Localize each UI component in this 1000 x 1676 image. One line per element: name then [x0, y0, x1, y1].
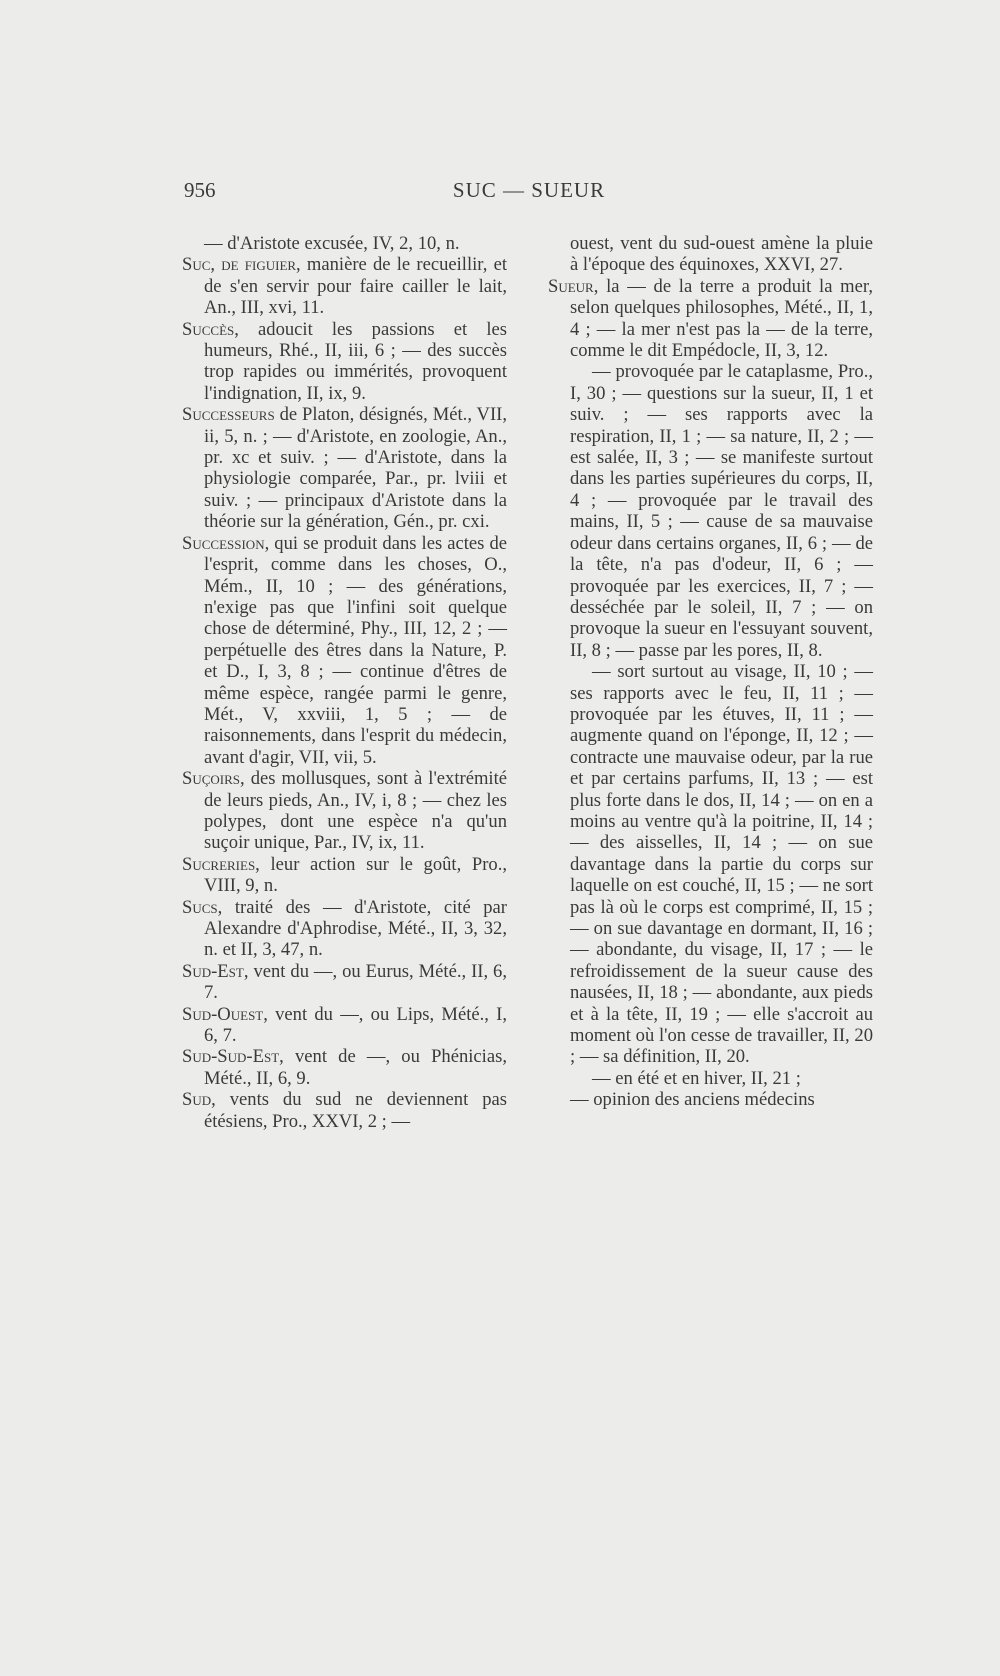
- index-entry: [182, 854, 507, 897]
- entry-text: — d'Aristote excusée, IV, 2, 10, n.: [204, 233, 460, 254]
- entry-text: — en été et en hiver, II, 21 ;: [592, 1067, 801, 1089]
- entry-text: manière de le recueillir, et de s'en servir pour faire cailler le lait, An., III, xvi, 11.: [204, 254, 507, 319]
- entry-headword: Sud-Est,: [182, 960, 249, 982]
- entry-headword: Sud-Sud-Est,: [182, 1046, 284, 1068]
- page-header: [184, 178, 874, 208]
- index-entry: [182, 1046, 507, 1089]
- index-entry: [548, 233, 873, 276]
- index-entry: [182, 404, 507, 532]
- entry-text: — provoquée par le cataplasme, Pro., I, 30 ; — questions sur la sueur, II, 1 et suiv. ; — ses rapports avec la respiration, II, 1 ; — sa nature, II, 2 ; — est salée, II, 3 ; — se manifeste surtout dans les parties supérieures du corps, II, 4 ; — provoquée par le travail des mains, II, 5 ; — cause de sa mauvaise odeur dans certains organes, II, 6 ; — de la tête, n'a pas d'odeur, II, 6 ; — provoquée par les exercices, II, 7 ; — desséchée par le soleil, II, 7 ; — on provoque la sueur en l'essuyant souvent, II, 8 ; — passe par les pores, II, 8.: [570, 361, 873, 661]
- index-entry: [548, 661, 873, 1068]
- index-entry: [182, 1089, 507, 1132]
- index-column-left: [182, 233, 507, 1132]
- entry-text: vents du sud ne deviennent pas étésiens, Pro., XXVI, 2 ; —: [204, 1089, 507, 1132]
- entry-text: vent du —, ou Eurus, Mété., II, 6, 7.: [204, 960, 507, 1004]
- running-title: SUC — SUEUR: [452, 178, 606, 202]
- index-entry: [182, 319, 507, 405]
- entry-headword: Suc, de figuier,: [182, 254, 301, 276]
- entry-headword: Successeurs: [182, 404, 275, 426]
- entry-text: qui se produit dans les actes de l'esprit, comme dans les choses, O., Mém., II, 10 ; — des générations, n'exige pas que l'infini soit quelque chose de déterminé, Phy., III, 12, 2 ; — perpétuelle des êtres dans la Nature, P. et D., I, 3, 8 ; — continue d'êtres de même espèce, rangée parmi le genre, Mét., V, xxviii, 1, 5 ; — de raisonnements, dans l'esprit du médecin, avant d'agir, VII, vii, 5.: [204, 532, 507, 768]
- entry-text: vent du —, ou Lips, Mété., I, 6, 7.: [204, 1003, 507, 1047]
- entry-text: — sort surtout au visage, II, 10 ; — ses rapports avec le feu, II, 11 ; — provoquée par les étuves, II, 11 ; — augmente quand on l'éponge, II, 12 ; — contracte une mauvaise odeur, par la rue et par certains parfums, II, 13 ; — est plus forte dans le dos, II, 14 ; — on en a moins au ventre qu'à la poitrine, II, 14 ; — des aisselles, II, 14 ; — on sue davantage dans la partie du corps sur laquelle on est couché, II, 15 ; — ne sort pas là où le corps est comprimé, II, 15 ; — on sue davantage en dormant, II, 16 ; — abondante, du visage, II, 17 ; — le refroidissement de la sueur cause des nausées, II, 18 ; — abondante, aux pieds et à la tête, II, 19 ; — elle s'accroit au moment où l'on cesse de travailler, II, 20 ; — sa définition, II, 20.: [570, 661, 873, 1068]
- index-entry: [548, 1068, 873, 1089]
- entry-text: vent de —, ou Phénicias, Mété., II, 6, 9.: [204, 1046, 507, 1089]
- entry-headword: Sucs,: [182, 896, 223, 918]
- index-column-right: [548, 233, 873, 1111]
- entry-text: ouest, vent du sud-ouest amène la pluie à l'époque des équinoxes, XXVI, 27.: [570, 233, 873, 276]
- index-entry: [548, 276, 873, 362]
- entry-headword: Suçoirs,: [182, 768, 245, 790]
- index-entry: [182, 533, 507, 768]
- index-entry: [548, 361, 873, 661]
- index-entry: [182, 233, 507, 254]
- index-entry: [182, 768, 507, 854]
- entry-text: des mollusques, sont à l'extrémité de leurs pieds, An., IV, i, 8 ; — chez les polypes, dont une espèce n'a qu'un suçoir unique, Par., IV, ix, 11.: [204, 768, 507, 854]
- entry-headword: Sud,: [182, 1089, 216, 1111]
- index-entry: [548, 1089, 873, 1110]
- entry-text: de Platon, désignés, Mét., VII, ii, 5, n. ; — d'Aristote, en zoologie, An., pr. xc et suiv. ; — d'Aristote, dans la physiologie comparée, Par., pr. lviii et suiv. ; — principaux d'Aristote dans la théorie sur la génération, Gén., pr. cxi.: [204, 404, 507, 533]
- entry-text: traité des — d'Aristote, cité par Alexandre d'Aphrodise, Mété., II, 3, 32, n. et II, 3, 47, n.: [204, 896, 507, 961]
- entry-text: adoucit les passions et les humeurs, Rhé., II, iii, 6 ; — des succès trop rapides ou immérités, provoquent l'indignation, II, ix, 9.: [204, 318, 507, 404]
- entry-text: la — de la terre a produit la mer, selon quelques philosophes, Mété., II, 1, 4 ; — la mer n'est pas la — de la terre, comme le dit Empédocle, II, 3, 12.: [570, 275, 873, 362]
- entry-headword: Sucreries,: [182, 853, 260, 875]
- index-entry: [182, 1004, 507, 1047]
- index-entry: [182, 897, 507, 961]
- entry-headword: Succès,: [182, 318, 239, 340]
- entry-text: — opinion des anciens médecins: [570, 1089, 815, 1111]
- entry-headword: Sueur,: [548, 275, 599, 297]
- index-entry: [182, 961, 507, 1004]
- page-number: 956: [184, 178, 216, 202]
- index-entry: [182, 254, 507, 318]
- entry-headword: Sud-Ouest,: [182, 1003, 268, 1025]
- entry-headword: Succession,: [182, 532, 270, 554]
- entry-text: leur action sur le goût, Pro., VIII, 9, n.: [204, 853, 507, 897]
